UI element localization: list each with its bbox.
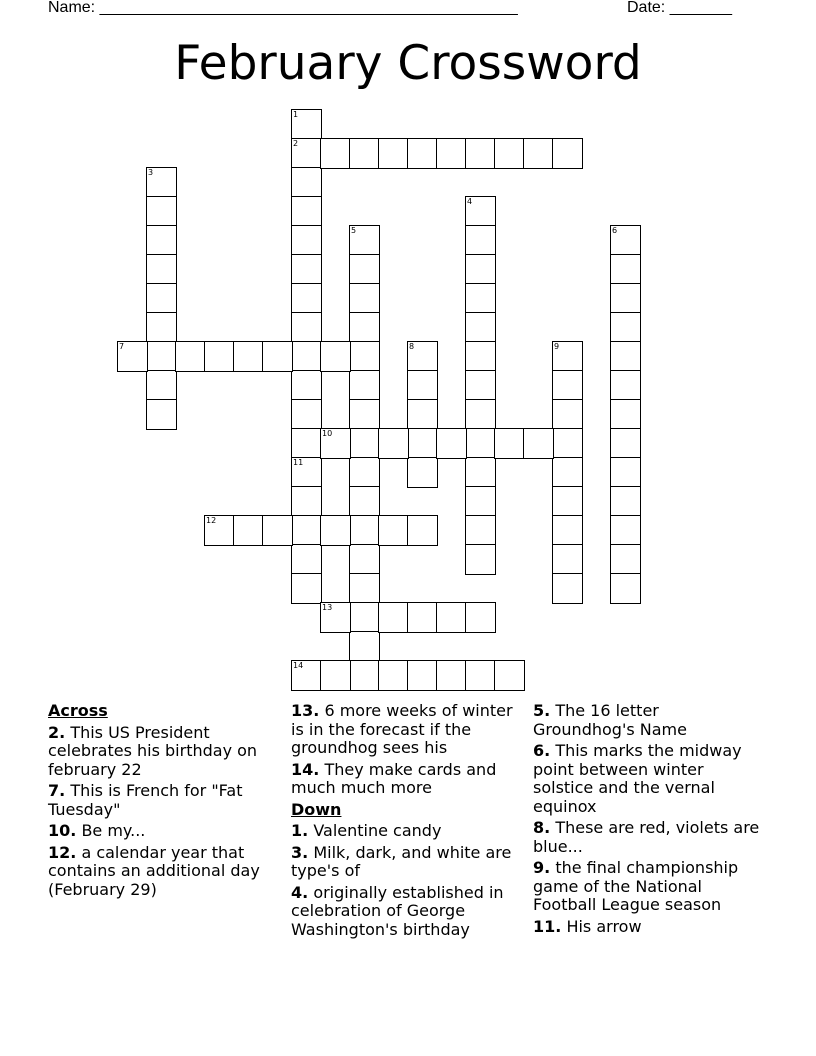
grid-cell[interactable] [175,341,206,372]
grid-cell[interactable] [146,167,177,198]
grid-cell[interactable] [291,109,322,140]
clue-number: 2. [48,722,66,742]
clue-down-11 [533,918,765,937]
grid-cell[interactable] [407,341,438,372]
grid-cell[interactable] [349,225,380,256]
grid-cell[interactable] [146,370,177,401]
grid-cell[interactable] [552,138,583,169]
grid-cell[interactable] [291,428,322,459]
clue-number: 12. [48,842,77,862]
grid-cell[interactable] [146,225,177,256]
clue-text: a calendar year that contains an additional day (February 29) [48,842,260,899]
clue-number-label: 8 [409,342,415,351]
grid-cell[interactable] [233,515,264,546]
grid-cell[interactable] [610,283,641,314]
grid-cell[interactable] [146,312,177,343]
grid-cell[interactable] [407,457,438,488]
grid-cell[interactable] [552,341,583,372]
grid-cell[interactable] [523,138,554,169]
grid-cell[interactable] [146,283,177,314]
grid-cell[interactable] [291,399,322,430]
grid-cell[interactable] [291,370,322,401]
grid-cell[interactable] [465,283,496,314]
clue-text: This US President celebrates his birthday on february 22 [48,722,258,779]
grid-cell[interactable] [146,196,177,227]
grid-cell[interactable] [610,515,641,546]
grid-cell[interactable] [552,515,583,546]
grid-cell[interactable] [552,457,583,488]
clue-number: 14. [291,759,320,779]
grid-cell[interactable] [407,370,438,401]
grid-cell[interactable] [320,602,351,633]
grid-cell[interactable] [610,341,641,372]
grid-cell[interactable] [494,428,525,459]
clue-text: His arrow [566,916,642,936]
grid-cell[interactable] [465,254,496,285]
clue-text: 6 more weeks of winter is in the forecast if the groundhog sees his [291,701,513,757]
grid-cell[interactable] [610,370,641,401]
grid-cell[interactable] [465,486,496,517]
clue-down-1 [291,822,523,841]
clue-number-label: 14 [293,661,304,670]
grid-cell[interactable] [349,515,380,546]
clue-number: 7. [48,781,66,800]
grid-cell[interactable] [465,544,496,575]
grid-cell[interactable] [320,515,351,546]
clue-down-3 [291,844,523,881]
grid-cell[interactable] [291,254,322,285]
grid-cell[interactable] [291,515,322,546]
clue-number-label: 4 [467,197,473,206]
grid-cell[interactable] [349,399,380,430]
grid-cell[interactable] [610,254,641,285]
grid-cell[interactable] [494,660,525,691]
grid-cell[interactable] [320,428,351,459]
clue-number-label: 5 [351,226,357,235]
grid-cell[interactable] [291,457,322,488]
clue-number-label: 11 [293,458,304,467]
name-field: Name: _______________________________________________ [48,0,518,16]
grid-cell[interactable] [204,515,235,546]
grid-cell[interactable] [378,602,409,633]
grid-cell[interactable] [465,515,496,546]
clue-number: 1. [291,821,309,840]
clue-across-12 [48,844,280,900]
clue-down-9 [533,859,765,915]
grid-cell[interactable] [465,399,496,430]
grid-cell[interactable] [349,312,380,343]
clue-number-label: 7 [119,342,125,351]
clue-text: Be my... [81,821,146,840]
grid-cell[interactable] [610,573,641,604]
clue-number: 3. [291,842,309,862]
grid-cell[interactable] [349,341,380,372]
grid-cell[interactable] [610,312,641,343]
grid-cell[interactable] [465,138,496,169]
grid-cell[interactable] [552,486,583,517]
grid-cell[interactable] [349,138,380,169]
grid-cell[interactable] [378,428,409,459]
date-field: Date: _______ [627,0,732,16]
clue-number: 6. [533,741,551,760]
grid-cell[interactable] [291,486,322,517]
grid-cell[interactable] [436,602,467,633]
grid-cell[interactable] [117,341,148,372]
clue-text: This is French for "Fat Tuesday" [48,781,243,819]
grid-cell[interactable] [291,341,322,372]
grid-cell[interactable] [610,428,641,459]
grid-cell[interactable] [465,457,496,488]
grid-cell[interactable] [320,138,351,169]
grid-cell[interactable] [494,138,525,169]
grid-cell[interactable] [610,225,641,256]
grid-cell[interactable] [465,370,496,401]
grid-cell[interactable] [552,573,583,604]
clue-text: This marks the midway point between winter solstice and the vernal equinox [533,741,742,816]
grid-cell[interactable] [523,428,554,459]
grid-cell[interactable] [291,196,322,227]
across-heading: Across [48,701,108,720]
grid-cell[interactable] [349,660,380,691]
grid-cell[interactable] [552,428,583,459]
grid-cell[interactable] [407,660,438,691]
grid-cell[interactable] [378,660,409,691]
clue-number: 11. [533,916,562,936]
page-title: February Crossword [174,36,642,91]
clue-down-8 [533,819,765,856]
grid-cell[interactable] [610,399,641,430]
clue-across-10 [48,822,280,841]
grid-cell[interactable] [610,486,641,517]
grid-cell[interactable] [146,399,177,430]
clue-number-label: 1 [293,110,299,119]
grid-cell[interactable] [146,254,177,285]
clue-number-label: 13 [322,603,333,612]
grid-cell[interactable] [233,341,264,372]
grid-cell[interactable] [552,399,583,430]
grid-cell[interactable] [349,573,380,604]
clue-text: Milk, dark, and white are type's of [291,842,512,880]
clue-number-label: 12 [206,516,217,525]
clue-text: Valentine candy [313,821,442,840]
grid-cell[interactable] [610,457,641,488]
clue-number: 10. [48,821,77,840]
clue-number: 13. [291,701,320,720]
grid-cell[interactable] [349,631,380,662]
grid-cell[interactable] [349,428,380,459]
grid-cell[interactable] [407,515,438,546]
clue-number-label: 9 [554,342,560,351]
grid-cell[interactable] [349,457,380,488]
grid-cell[interactable] [291,312,322,343]
grid-cell[interactable] [465,428,496,459]
grid-cell[interactable] [320,341,351,372]
grid-cell[interactable] [291,283,322,314]
grid-cell[interactable] [291,167,322,198]
clue-text: They make cards and much much more [291,759,497,797]
clue-across-14 [291,761,523,798]
grid-cell[interactable] [436,428,467,459]
down-heading: Down [291,799,342,819]
clue-number-label: 2 [293,139,299,148]
clue-across-2 [48,724,280,780]
grid-cell[interactable] [552,544,583,575]
grid-cell[interactable] [320,660,351,691]
grid-cell[interactable] [465,225,496,256]
grid-cell[interactable] [407,428,438,459]
grid-cell[interactable] [349,544,380,575]
grid-cell[interactable] [349,254,380,285]
clue-text: The 16 letter Groundhog's Name [533,701,687,739]
grid-cell[interactable] [552,370,583,401]
grid-cell[interactable] [349,602,380,633]
clue-text: These are red, violets are blue... [533,818,760,856]
clues-column-2 [291,702,523,942]
grid-cell[interactable] [378,138,409,169]
grid-cell[interactable] [204,341,235,372]
grid-cell[interactable] [407,602,438,633]
grid-cell[interactable] [465,341,496,372]
grid-cell[interactable] [262,515,293,546]
grid-cell[interactable] [378,515,409,546]
clue-across-13 [291,702,523,758]
grid-cell[interactable] [465,312,496,343]
grid-cell[interactable] [610,544,641,575]
grid-cell[interactable] [146,341,177,372]
grid-cell[interactable] [407,138,438,169]
grid-cell[interactable] [291,225,322,256]
clue-text: the final championship game of the National Football League season [533,858,739,914]
grid-cell[interactable] [291,544,322,575]
clue-number: 9. [533,858,551,877]
grid-cell[interactable] [262,341,293,372]
grid-cell[interactable] [291,573,322,604]
grid-cell[interactable] [465,602,496,633]
grid-cell[interactable] [436,138,467,169]
grid-cell[interactable] [291,138,322,169]
clue-number-label: 6 [612,226,618,235]
clue-number: 5. [533,701,551,720]
grid-cell[interactable] [407,399,438,430]
clue-number-label: 10 [322,429,333,438]
grid-cell[interactable] [349,370,380,401]
clue-text: originally established in celebration of George Washington's birthday [291,882,504,939]
clue-number: 8. [533,818,551,837]
clue-down-4 [291,884,523,940]
grid-cell[interactable] [291,660,322,691]
clue-number-label: 3 [148,168,154,177]
grid-cell[interactable] [349,486,380,517]
grid-cell[interactable] [436,660,467,691]
clue-across-7 [48,782,280,819]
clues-column-3 [533,702,765,939]
grid-cell[interactable] [349,283,380,314]
clues-column-1 [48,702,280,902]
grid-cell[interactable] [465,660,496,691]
grid-cell[interactable] [465,196,496,227]
clue-number: 4. [291,882,309,902]
clue-down-5 [533,702,765,739]
clue-down-6 [533,742,765,816]
